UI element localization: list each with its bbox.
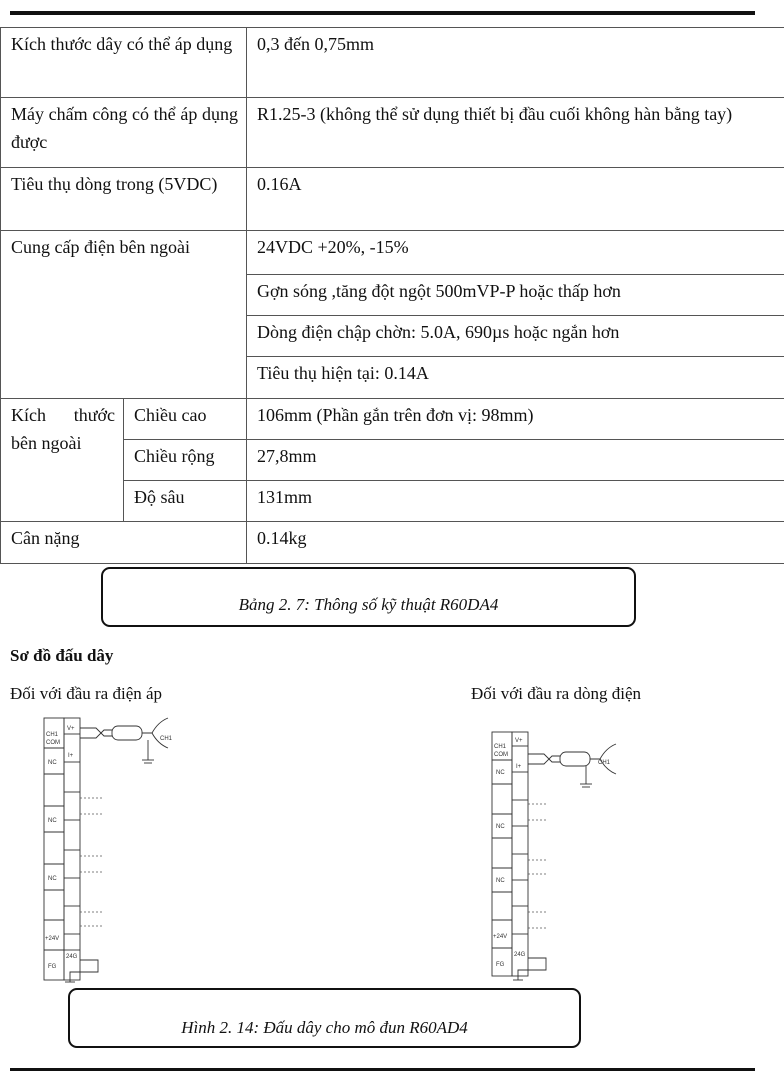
terminal-label: I+ [516, 764, 522, 770]
table-row [1, 98, 784, 168]
terminal-label: V+ [67, 726, 75, 732]
row-value: 0.16A [247, 168, 784, 231]
row-label: Máy chấm công có thể áp dụng được [1, 98, 247, 168]
terminal-label: I+ [68, 753, 74, 759]
terminal-label: FG [48, 964, 57, 970]
section-heading: Sơ đồ đấu dây [10, 646, 114, 665]
terminal-label: NC [48, 760, 57, 766]
table-row [1, 231, 784, 275]
table-row [1, 168, 784, 231]
row-value: Tiêu thụ hiện tại: 0.14A [247, 357, 784, 399]
terminal-label: NC [48, 818, 57, 824]
terminal-label: CH1 [494, 744, 507, 750]
current-output-label: Đối với đầu ra dòng điện [471, 684, 641, 703]
terminal-label: 24G [514, 952, 526, 958]
row-label: Tiêu thụ dòng trong (5VDC) [1, 168, 247, 231]
terminal-label: +24V [493, 934, 508, 940]
terminal-label: COM [46, 740, 60, 746]
cable-label: CH1 [160, 736, 173, 742]
voltage-wiring-diagram [40, 714, 200, 986]
current-wiring-diagram [488, 728, 648, 986]
row-label: Cân nặng [1, 522, 247, 564]
sub-label: Chiều cao [124, 399, 247, 440]
row-label: Kích thước bên ngoài [1, 399, 124, 522]
row-value: 106mm (Phần gắn trên đơn vị: 98mm) [247, 399, 784, 440]
cable-label: CH1 [598, 760, 611, 766]
row-value: 27,8mm [247, 440, 784, 481]
table-row [1, 522, 784, 564]
terminal-label: COM [494, 752, 508, 758]
row-value: 0,3 đến 0,75mm [247, 28, 784, 98]
table-caption: Bảng 2. 7: Thông số kỹ thuật R60DA4 [101, 567, 636, 627]
sub-label: Độ sâu [124, 481, 247, 522]
row-value: 131mm [247, 481, 784, 522]
row-value: 0.14kg [247, 522, 784, 564]
terminal-label: NC [496, 770, 505, 776]
row-value: Dòng điện chập chờn: 5.0A, 690µs hoặc ngắn hơn [247, 316, 784, 357]
figure-caption: Hình 2. 14: Đấu dây cho mô đun R60AD4 [68, 988, 581, 1048]
terminal-label: 24G [66, 954, 78, 960]
table-row [1, 28, 784, 98]
terminal-label: CH1 [46, 732, 59, 738]
spec-table [0, 27, 784, 564]
table-row [1, 399, 784, 440]
sub-label: Chiều rộng [124, 440, 247, 481]
row-value: Gợn sóng ,tăng đột ngột 500mVP-P hoặc thấp hơn [247, 275, 784, 316]
terminal-label: FG [496, 962, 505, 968]
terminal-label: NC [48, 876, 57, 882]
row-label: Cung cấp điện bên ngoài [1, 231, 247, 399]
row-label: Kích thước dây có thể áp dụng [1, 28, 247, 98]
terminal-label: NC [496, 824, 505, 830]
row-value: 24VDC +20%, -15% [247, 231, 784, 275]
terminal-label: V+ [515, 738, 523, 744]
bottom-rule [10, 1068, 755, 1071]
terminal-label: NC [496, 878, 505, 884]
row-value: R1.25-3 (không thể sử dụng thiết bị đầu cuối không hàn bằng tay) [247, 98, 784, 168]
voltage-output-label: Đối với đầu ra điện áp [10, 684, 163, 703]
top-rule [10, 11, 755, 15]
terminal-label: +24V [45, 936, 60, 942]
